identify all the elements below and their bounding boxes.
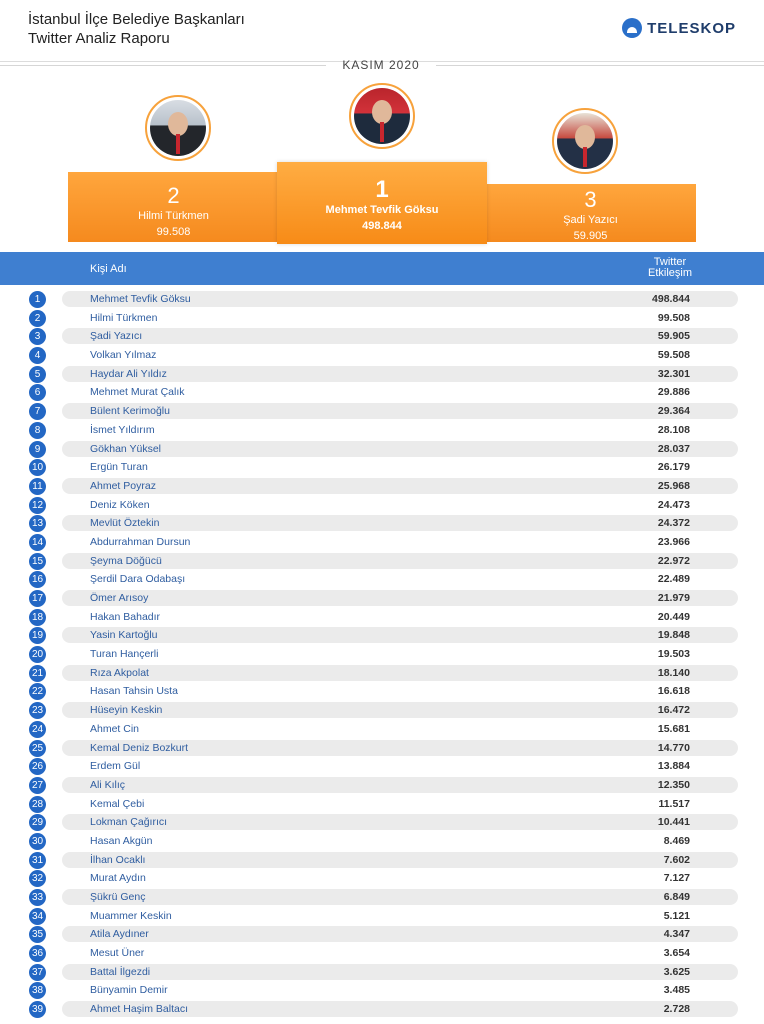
table-row: [0, 832, 764, 851]
engagement-value: 14.770: [657, 741, 690, 754]
engagement-value: 6.849: [663, 891, 690, 903]
period-label: KASIM 2020: [342, 58, 420, 72]
rank-badge: 7: [29, 403, 46, 420]
engagement-value: 29.886: [657, 386, 690, 399]
rank-badge: 27: [29, 777, 46, 794]
person-name: Volkan Yılmaz: [90, 349, 157, 362]
engagement-value: 29.364: [657, 405, 690, 418]
row-stripe: [62, 964, 738, 980]
person-name: Hasan Tahsin Usta: [90, 685, 178, 698]
person-name: Muammer Keskin: [90, 909, 172, 922]
row-stripe: [62, 459, 738, 475]
person-name: Şükrü Genç: [90, 891, 146, 903]
person-name: Hakan Bahadır: [90, 610, 161, 623]
row-stripe: [62, 777, 738, 793]
person-name: Lokman Çağırıcı: [90, 816, 168, 829]
person-name: Şerdil Dara Odabaşı: [90, 573, 186, 586]
teleskop-logo-icon: [622, 18, 642, 38]
engagement-value: 13.884: [657, 760, 690, 773]
engagement-value: 18.140: [657, 666, 690, 679]
rank-badge: 16: [29, 571, 46, 588]
engagement-value: 4.347: [663, 928, 690, 941]
row-stripe: [62, 441, 738, 457]
person-name: Deniz Köken: [90, 498, 150, 511]
rank-badge: 36: [29, 945, 46, 962]
engagement-value: 3.485: [663, 984, 690, 997]
podium-name: Mehmet Tevfik Göksu: [325, 204, 439, 216]
engagement-value: 21.979: [657, 592, 690, 604]
table-row: [0, 402, 764, 421]
person-name: Hilmi Türkmen: [90, 311, 158, 324]
engagement-value: 11.517: [658, 797, 690, 810]
rank-badge: 8: [29, 422, 46, 439]
rank-badge: 9: [29, 441, 46, 458]
person-name: Haydar Ali Yıldız: [90, 367, 167, 380]
table-row: [0, 851, 764, 870]
podium-rank: 3: [584, 187, 597, 212]
person-name: Ali Kılıç: [90, 778, 126, 791]
person-name: Kemal Çebi: [90, 797, 145, 810]
engagement-value: 8.469: [663, 834, 690, 847]
rank-badge: 5: [29, 366, 46, 383]
rank-badge: 4: [29, 347, 46, 364]
column-header-value: [648, 257, 692, 279]
table-row: [0, 496, 764, 515]
person-name: Ahmet Cin: [90, 722, 140, 735]
podium-rank: 2: [167, 183, 180, 208]
row-stripe: [62, 702, 738, 718]
podium-value: 59.905: [573, 230, 608, 242]
row-stripe: [62, 310, 738, 326]
engagement-value: 12.350: [657, 778, 690, 791]
person-name: Mevlüt Öztekin: [90, 517, 160, 530]
person-name: Ömer Arısoy: [90, 592, 149, 604]
person-name: Mehmet Tevfik Göksu: [90, 293, 191, 305]
engagement-value: 15.681: [657, 722, 690, 735]
row-stripe: [62, 627, 738, 643]
table-row: [0, 682, 764, 701]
engagement-value: 24.372: [657, 517, 690, 530]
row-stripe: [62, 478, 738, 494]
ranking-table: [0, 290, 764, 1019]
rank-badge: 17: [29, 590, 46, 607]
row-stripe: [62, 422, 738, 438]
person-name: Ergün Turan: [90, 461, 148, 474]
teleskop-logo: [622, 18, 736, 38]
column-header-value-line1: Twitter: [653, 256, 687, 268]
rank-badge: 31: [29, 852, 46, 869]
engagement-value: 10.441: [657, 816, 690, 829]
rank-badge: 13: [29, 515, 46, 532]
row-stripe: [62, 553, 738, 569]
column-header-value-line2: Etkileşim: [647, 267, 692, 279]
engagement-value: 59.905: [657, 330, 690, 343]
table-row: [0, 458, 764, 477]
row-stripe: [62, 609, 738, 625]
table-row: [0, 720, 764, 739]
person-name: Kemal Deniz Bozkurt: [90, 741, 189, 754]
rank-badge: 24: [29, 721, 46, 738]
person-name: İsmet Yıldırım: [90, 423, 155, 436]
engagement-value: 99.508: [657, 311, 690, 324]
report-title: [28, 10, 245, 48]
rank-badge: 1: [29, 291, 46, 308]
rank-badge: 12: [29, 497, 46, 514]
person-name: Atila Aydıner: [90, 928, 149, 941]
person-name: Turan Hançerli: [90, 648, 159, 661]
person-name: Abdurrahman Dursun: [90, 535, 191, 548]
table-row: [0, 925, 764, 944]
podium-name: Şadi Yazıcı: [563, 214, 618, 226]
table-row: [0, 608, 764, 627]
person-name: İlhan Ocaklı: [90, 853, 146, 866]
rank-badge: 15: [29, 553, 46, 570]
rank-badge: 10: [29, 459, 46, 476]
rank-badge: 20: [29, 646, 46, 663]
row-stripe: [62, 796, 738, 812]
column-header-name: Kişi Adı: [90, 263, 127, 275]
table-row: [0, 757, 764, 776]
row-stripe: [62, 590, 738, 606]
rank-badge: 26: [29, 758, 46, 775]
table-row: [0, 701, 764, 720]
row-stripe: [62, 515, 738, 531]
divider-line-right: [436, 65, 764, 66]
person-name: Şeyma Döğücü: [90, 554, 162, 567]
table-row: [0, 383, 764, 402]
person-name: Murat Aydın: [90, 872, 146, 885]
row-stripe: [62, 926, 738, 942]
person-name: Hüseyin Keskin: [90, 704, 163, 717]
avatar-second-place: [145, 95, 211, 161]
divider-line-left: [0, 65, 326, 66]
row-stripe: [62, 870, 738, 886]
engagement-value: 28.037: [657, 442, 690, 455]
engagement-value: 19.848: [657, 629, 690, 642]
row-stripe: [62, 833, 738, 849]
table-row: [0, 888, 764, 907]
person-name: Mesut Üner: [90, 947, 145, 960]
table-row: [0, 739, 764, 758]
podium-third: [485, 184, 696, 242]
person-name: Ahmet Poyraz: [90, 479, 156, 492]
row-stripe: [62, 852, 738, 868]
table-row: [0, 290, 764, 309]
engagement-value: 24.473: [657, 498, 690, 511]
engagement-value: 7.127: [663, 872, 690, 885]
podium-first: [277, 162, 487, 244]
teleskop-logo-text: TELESKOP: [647, 19, 736, 37]
person-name: Ahmet Haşim Baltacı: [90, 1003, 189, 1016]
table-header: [0, 252, 764, 285]
table-row: [0, 533, 764, 552]
row-stripe: [62, 497, 738, 513]
engagement-value: 3.625: [663, 965, 690, 978]
rank-badge: 37: [29, 964, 46, 981]
engagement-value: 23.966: [657, 535, 690, 548]
rank-badge: 25: [29, 740, 46, 757]
rank-badge: 11: [29, 478, 46, 495]
person-name: Battal İlgezdi: [90, 965, 151, 978]
table-row: [0, 944, 764, 963]
podium-value: 498.844: [362, 220, 402, 232]
row-stripe: [62, 328, 738, 344]
rank-badge: 29: [29, 814, 46, 831]
engagement-value: 32.301: [657, 367, 690, 380]
engagement-value: 5.121: [663, 909, 690, 922]
table-row: [0, 645, 764, 664]
table-row: [0, 309, 764, 328]
rank-badge: 39: [29, 1001, 46, 1018]
table-row: [0, 570, 764, 589]
row-stripe: [62, 347, 738, 363]
person-name: Rıza Akpolat: [90, 666, 149, 679]
rank-badge: 33: [29, 889, 46, 906]
podium-second: [68, 172, 279, 242]
person-name: Gökhan Yüksel: [90, 442, 162, 455]
engagement-value: 26.179: [657, 461, 690, 474]
row-stripe: [62, 758, 738, 774]
table-row: [0, 552, 764, 571]
person-name: Şadi Yazıcı: [90, 330, 143, 343]
engagement-value: 2.728: [663, 1003, 690, 1016]
table-row: [0, 664, 764, 683]
engagement-value: 16.472: [657, 704, 690, 717]
rank-badge: 19: [29, 627, 46, 644]
engagement-value: 498.844: [652, 293, 690, 305]
table-row: [0, 813, 764, 832]
engagement-value: 22.972: [657, 554, 690, 567]
table-row: [0, 589, 764, 608]
podium-value: 99.508: [156, 226, 191, 238]
rank-badge: 14: [29, 534, 46, 551]
row-stripe: [62, 889, 738, 905]
engagement-value: 16.618: [657, 685, 690, 698]
row-stripe: [62, 945, 738, 961]
engagement-value: 22.489: [657, 573, 690, 586]
table-row: [0, 421, 764, 440]
engagement-value: 19.503: [657, 648, 690, 661]
person-name: Yasin Kartoğlu: [90, 629, 158, 642]
table-row: [0, 795, 764, 814]
rank-badge: 30: [29, 833, 46, 850]
table-row: [0, 907, 764, 926]
table-row: [0, 346, 764, 365]
table-row: [0, 477, 764, 496]
podium-name: Hilmi Türkmen: [138, 210, 209, 222]
table-row: [0, 963, 764, 982]
rank-badge: 2: [29, 310, 46, 327]
period-divider: [0, 56, 764, 76]
row-stripe: [62, 646, 738, 662]
table-row: [0, 327, 764, 346]
table-row: [0, 981, 764, 1000]
engagement-value: 7.602: [663, 853, 690, 866]
rank-badge: 3: [29, 328, 46, 345]
report-header: [0, 0, 764, 62]
report-title-line1: İstanbul İlçe Belediye Başkanları: [28, 11, 245, 28]
engagement-value: 20.449: [657, 610, 690, 623]
engagement-value: 25.968: [657, 479, 690, 492]
row-stripe: [62, 721, 738, 737]
portrait-image: [354, 88, 410, 144]
rank-badge: 22: [29, 683, 46, 700]
table-row: [0, 1000, 764, 1019]
portrait-image: [557, 113, 613, 169]
engagement-value: 28.108: [657, 423, 690, 436]
rank-badge: 18: [29, 609, 46, 626]
rank-badge: 23: [29, 702, 46, 719]
portrait-image: [150, 100, 206, 156]
table-row: [0, 869, 764, 888]
rank-badge: 21: [29, 665, 46, 682]
report-title-line2: Twitter Analiz Raporu: [28, 30, 170, 47]
rank-badge: 6: [29, 384, 46, 401]
person-name: Mehmet Murat Çalık: [90, 386, 185, 399]
table-row: [0, 440, 764, 459]
person-name: Bülent Kerimoğlu: [90, 405, 170, 418]
avatar-first-place: [349, 83, 415, 149]
podium-rank: 1: [375, 176, 389, 203]
avatar-third-place: [552, 108, 618, 174]
rank-badge: 28: [29, 796, 46, 813]
table-row: [0, 365, 764, 384]
rank-badge: 35: [29, 926, 46, 943]
rank-badge: 32: [29, 870, 46, 887]
table-row: [0, 776, 764, 795]
row-stripe: [62, 665, 738, 681]
table-row: [0, 626, 764, 645]
engagement-value: 59.508: [657, 349, 690, 362]
person-name: Bünyamin Demir: [90, 984, 168, 997]
rank-badge: 38: [29, 982, 46, 999]
table-row: [0, 514, 764, 533]
rank-badge: 34: [29, 908, 46, 925]
engagement-value: 3.654: [663, 947, 690, 960]
person-name: Erdem Gül: [90, 760, 141, 773]
person-name: Hasan Akgün: [90, 834, 153, 847]
